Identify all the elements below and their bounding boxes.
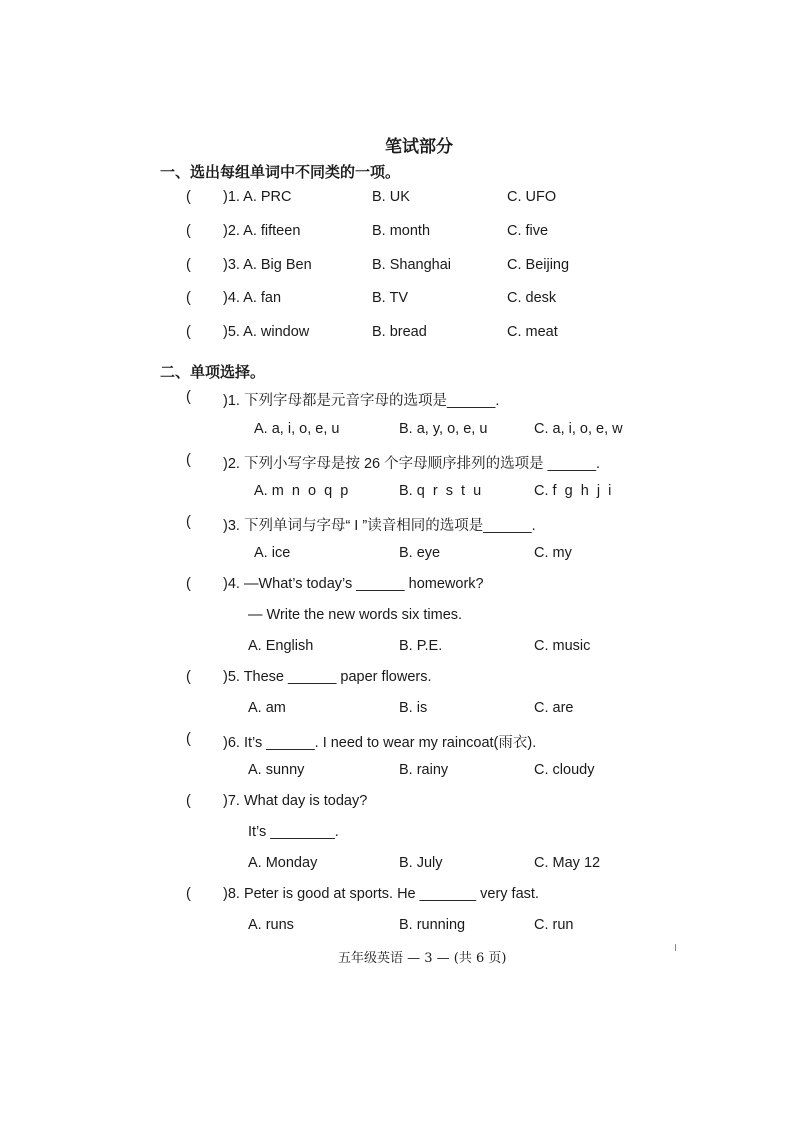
- question-stem: )5. These ______ paper flowers.: [223, 669, 432, 685]
- question-option-c: C. meat: [507, 324, 558, 340]
- question-stem: )2. 下列小写字母是按 26 个字母顺序排列的选项是 ______.: [223, 456, 601, 472]
- question-option-b: B. bread: [372, 324, 427, 340]
- question-option-a: A. runs: [248, 917, 294, 933]
- question-option-c: C. UFO: [507, 189, 557, 205]
- question-option-a: A. English: [248, 638, 314, 654]
- question-option-c: C. f g h j i: [534, 483, 612, 499]
- question-stem-line-2: It’s ________.: [248, 824, 339, 840]
- question-stem: )7. What day is today?: [223, 793, 368, 809]
- question-option-c: C. music: [534, 638, 591, 654]
- question-stem: )3. 下列单词与字母“ I ”读音相同的选项是______.: [223, 518, 536, 534]
- question-option-a: A. a, i, o, e, u: [254, 421, 340, 437]
- question-option-a: A. m n o q p: [254, 483, 349, 499]
- question-option-a: A. Monday: [248, 855, 318, 871]
- question-option-b: B. eye: [399, 545, 441, 561]
- question-stem: )8. Peter is good at sports. He _______ very fast.: [223, 886, 539, 902]
- question-option-c: C. are: [534, 700, 574, 716]
- question-option-a: )1. A. PRC: [223, 189, 292, 205]
- question-option-a: )5. A. window: [223, 324, 310, 340]
- answer-paren: (: [186, 793, 191, 809]
- question-option-a: A. sunny: [248, 762, 305, 778]
- answer-paren: (: [186, 223, 191, 239]
- section-2-heading: 二、单项选择。: [160, 364, 266, 381]
- question-option-b: B. running: [399, 917, 466, 933]
- question-option-c: C. run: [534, 917, 574, 933]
- answer-paren: (: [186, 886, 191, 902]
- answer-paren: (: [186, 669, 191, 685]
- answer-paren: (: [186, 452, 191, 468]
- question-stem: )6. It’s ______. I need to wear my raincoat(雨衣).: [223, 735, 537, 751]
- question-stem: )4. —What’s today’s ______ homework?: [223, 576, 484, 592]
- question-option-a: )3. A. Big Ben: [223, 257, 312, 273]
- question-option-b: B. a, y, o, e, u: [399, 421, 488, 437]
- answer-paren: (: [186, 189, 191, 205]
- page-title: 笔试部分: [385, 137, 453, 156]
- question-option-b: B. July: [399, 855, 443, 871]
- question-option-b: B. q r s t u: [399, 483, 482, 499]
- question-option-b: B. UK: [372, 189, 410, 205]
- question-option-c: C. a, i, o, e, w: [534, 421, 623, 437]
- question-option-b: B. Shanghai: [372, 257, 452, 273]
- question-option-a: )2. A. fifteen: [223, 223, 301, 239]
- section-1-heading: 一、选出每组单词中不同类的一项。: [160, 164, 401, 181]
- question-stem-line-2: — Write the new words six times.: [248, 607, 463, 623]
- question-option-b: B. P.E.: [399, 638, 443, 654]
- question-option-c: C. my: [534, 545, 572, 561]
- question-option-a: A. am: [248, 700, 286, 716]
- page-footer: 五年级英语 — 3 — (共 6 页): [338, 951, 507, 966]
- question-option-c: C. May 12: [534, 855, 601, 871]
- answer-paren: (: [186, 731, 191, 747]
- question-option-c: C. desk: [507, 290, 557, 306]
- question-stem: )1. 下列字母都是元音字母的选项是______.: [223, 393, 500, 409]
- answer-paren: (: [186, 290, 191, 306]
- question-option-c: C. Beijing: [507, 257, 570, 273]
- question-option-b: B. month: [372, 223, 431, 239]
- question-option-c: C. five: [507, 223, 549, 239]
- question-option-b: B. rainy: [399, 762, 449, 778]
- question-option-b: B. TV: [372, 290, 408, 306]
- question-option-c: C. cloudy: [534, 762, 595, 778]
- question-option-a: )4. A. fan: [223, 290, 282, 306]
- answer-paren: (: [186, 257, 191, 273]
- scan-mark: [675, 944, 676, 951]
- answer-paren: (: [186, 324, 191, 340]
- answer-paren: (: [186, 576, 191, 592]
- answer-paren: (: [186, 389, 191, 405]
- question-option-b: B. is: [399, 700, 428, 716]
- question-option-a: A. ice: [254, 545, 291, 561]
- answer-paren: (: [186, 514, 191, 530]
